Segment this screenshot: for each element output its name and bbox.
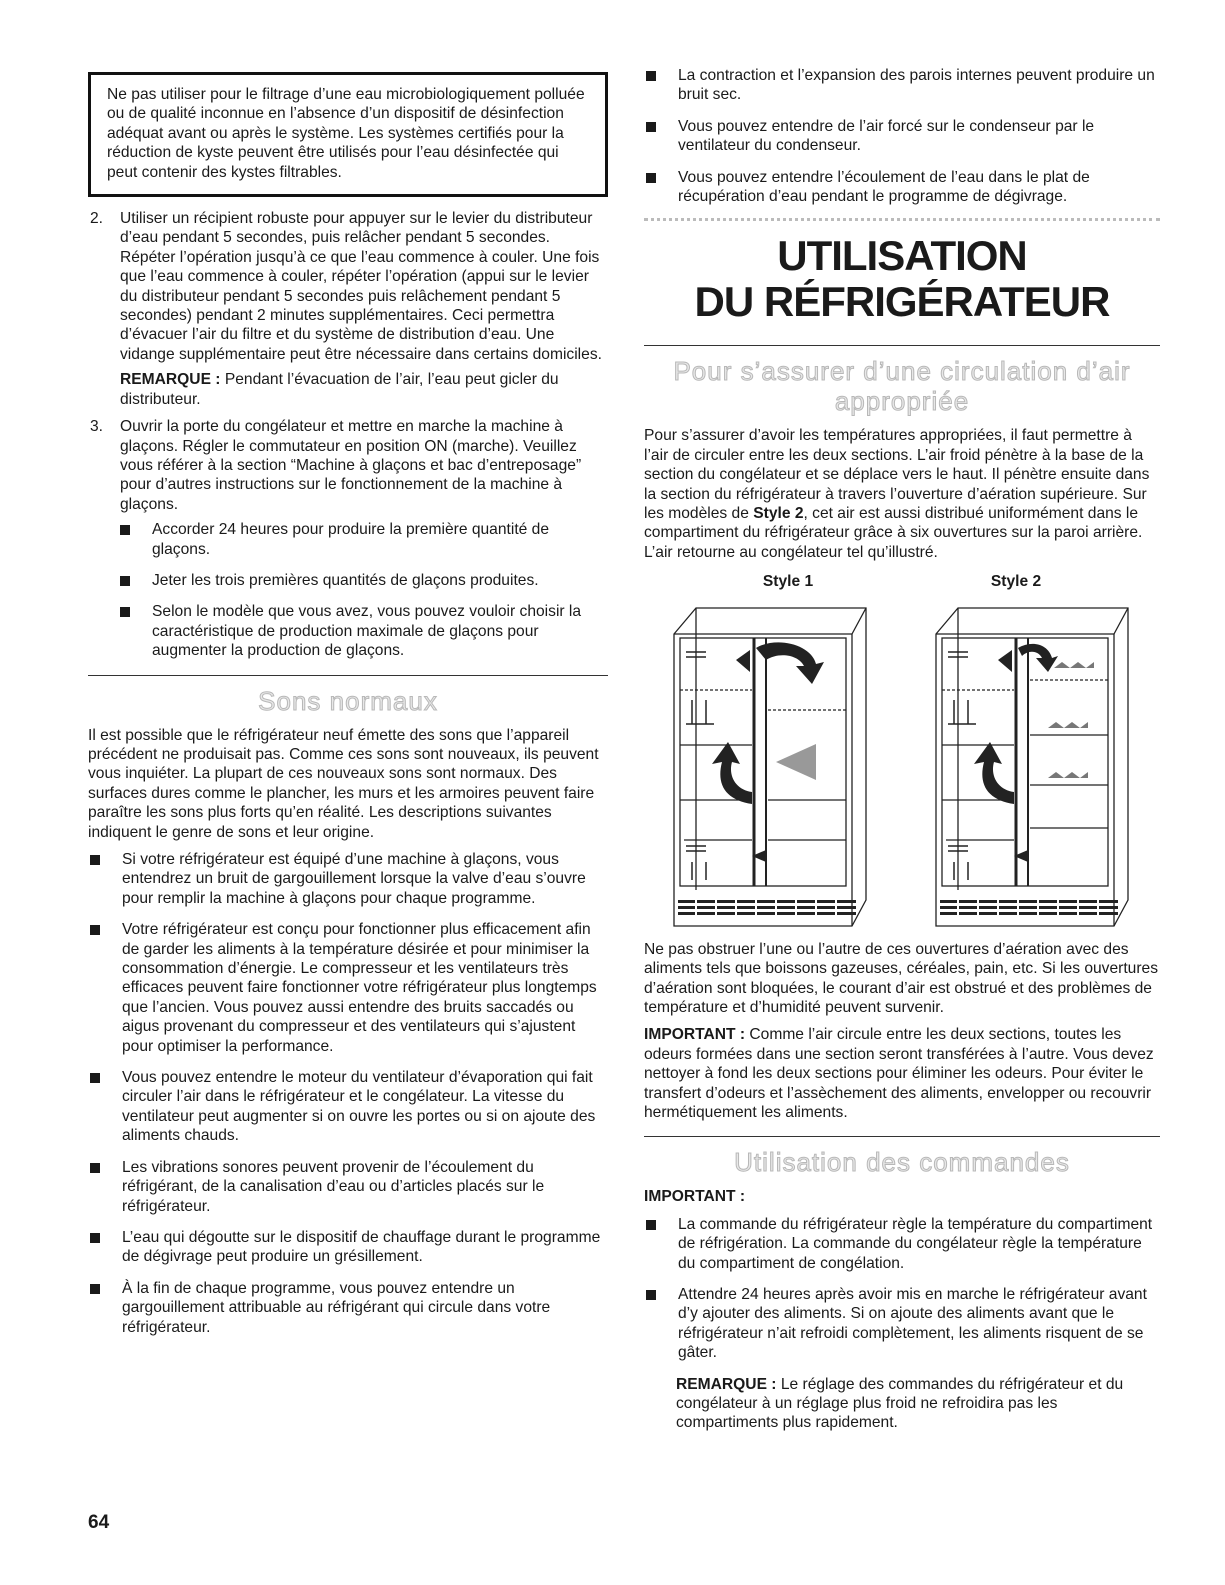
ice-bullets [88,520,608,660]
list-item-text: Jeter les trois premières quantités de glaçons produites. [152,571,539,589]
list-item-text: L’eau qui dégoutte sur le dispositif de chauffage durant le programme de dégivrage peut produire un grésillement. [122,1228,601,1266]
bullet-marker [90,855,100,865]
list-item [118,520,608,559]
list-item-text: Vous pouvez entendre le moteur du ventilateur d’évaporation qui fait circuler l’air dans le réfrigérateur et le congélateur. La vitesse du ventilateur peut augmenter si on ouvre les portes ou si on ajoute des aliments chauds. [122,1069,596,1145]
remark-label: REMARQUE : [120,371,221,389]
list-item-text: Accorder 24 heures pour produire la première quantité de glaçons. [152,521,550,558]
airflow-figures [644,600,1160,928]
bullet-marker [90,1233,100,1243]
section-title-sounds: Sons normaux [258,685,438,716]
list-item [118,602,608,660]
style2-label: Style 2 [990,573,1042,591]
controls-remark-text: Le réglage des commandes du réfrigérateur et du congélateur à un réglage plus froid ne refroidira pas les compartiments plus rapidement. [676,1375,1124,1432]
bullet-marker [90,1073,100,1083]
step-3 [88,417,608,514]
list-item [88,1158,608,1216]
controls-important [644,1187,1160,1206]
list-item [88,1068,608,1146]
style2-airflow-diagram [928,600,1138,928]
controls-remark-label: REMARQUE : [676,1375,777,1393]
bullet-marker [646,122,656,132]
list-item-text: Vous pouvez entendre de l’air forcé sur le condenseur par le ventilateur du condenseur. [678,117,1095,155]
important-text: Comme l’air circule entre les deux sections, toutes les odeurs formées dans une section seront transférées à l’autre. Vous devez nettoyer à fond les deux sections pour éliminer les odeurs. Pour éviter le transfert d’odeurs et l’assèchement des aliments, envelopper ou recouvrir hermétiquement les aliments. [644,1026,1154,1121]
bullet-marker [90,925,100,935]
remark-paragraph [120,370,608,409]
dotted-divider [644,218,1160,221]
list-item [644,1215,1160,1273]
air-paragraph [644,426,1160,562]
list-item [118,571,608,590]
section-title-controls: Utilisation des commandes [734,1147,1070,1178]
list-item-text: Si votre réfrigérateur est équipé d’une machine à glaçons, vous entendrez un bruit de gargouillement lorsque la valve d’eau s’ouvre pour remplir la machine à glaçons pour chaque programme. [122,851,586,907]
important-paragraph [644,1025,1160,1122]
list-item-text: À la fin de chaque programme, vous pouvez entendre un gargouillement attribuable au réfrigérant qui circule dans votre réfrigérateur. [122,1279,551,1336]
list-item-text: Attendre 24 heures après avoir mis en marche le réfrigérateur avant d’y ajouter des aliments. Si on ajoute des aliments avant que le réfrigérateur n’ait refroidi complètement, les aliments risquent de se gâter. [678,1285,1147,1362]
bullet-marker [646,1290,656,1300]
list-item [644,117,1160,156]
list-item [644,66,1160,105]
list-item [88,920,608,1056]
controls-important-label: IMPORTANT : [644,1188,746,1206]
step-number: 3. [90,418,104,436]
list-item-text: Votre réfrigérateur est conçu pour fonctionner plus efficacement afin de garder les aliments à la température désirée et pour minimiser la consommation d’énergie. Le compresseur et les ventilateurs très efficaces peuvent faire fonctionner votre réfrigérateur plus longtemps que l’ancien. Vous pouvez aussi entendre des bruits saccadés ou aigus provenant du compresseur et des ventilateurs qui s’ajustent pour optimiser la performance. [122,921,597,1055]
list-item-text: Vous pouvez entendre l’écoulement de l’eau dans le plat de récupération d’eau pendant le programme de dégivrage. [678,168,1090,206]
bullet-marker [120,525,130,535]
page-number: 64 [88,1512,110,1533]
section-divider [88,675,608,676]
air-text-a: Pour s’assurer d’avoir les températures appropriées, il faut permettre à l’air de circuler entre les deux sections. L’air froid pénètre à la base de la section du congélateur et se déplace vers le haut. Il pénètre ensuite dans la section du réfrigérateur à travers l’ouverture d’aération supérieure. Sur les modèles de [644,427,1150,523]
section-divider [644,1136,1160,1137]
style1-airflow-diagram [666,600,876,928]
warning-box [88,72,608,197]
chapter-title-line1: UTILISATION [777,232,1027,280]
sounds-intro: Il est possible que le réfrigérateur neuf émette des sons que l’appareil précédent ne produisait pas. Comme ces sons sont nouveaux, ils peuvent vous inquiéter. La plupart de ces nouveaux sons sont normaux. Des surfaces dures comme le plancher, les murs et les armoires peuvent faire paraître les sons plus forts qu’en réalité. Les descriptions suivantes indiquent le genre de sons et leur origine. [88,726,599,841]
step-text: Ouvrir la porte du congélateur et mettre en marche la machine à glaçons. Régler le commutateur en position ON (marche). Veuillez vous référer à la section “Machine à glaçons et bac d’entreposage” pour d’autres instructions sur le fonctionnement de la machine à glaçons. [120,418,582,513]
bullet-marker [646,71,656,81]
remark-text: Pendant l’évacuation de l’air, l’eau peut gicler du distributeur. [120,371,559,408]
bullet-marker [646,1220,656,1230]
list-item [88,850,608,908]
bullet-marker [90,1284,100,1294]
controls-remark [676,1375,1160,1433]
controls-bullets [644,1215,1160,1363]
warning-text: Ne pas utiliser pour le filtrage d’une eau microbiologiquement polluée ou de qualité inconnue en l’absence d’un dispositif de désinfection adéquat avant ou après le système. Les systèmes certifiés pour la réduction de kyste peuvent être utilisés pour l’eau désinfectée qui peut contenir des kystes filtrables. [107,86,585,181]
important-label: IMPORTANT : [644,1026,746,1044]
sounds-bullets [88,850,608,1337]
section-divider [644,345,1160,346]
list-item [88,1279,608,1337]
bullet-marker [90,1163,100,1173]
step-2 [88,209,608,364]
list-item-text: Les vibrations sonores peuvent provenir de l’écoulement du réfrigérant, de la canalisation d’eau ou d’articles placés sur le réfrigérateur. [122,1158,545,1215]
vents-paragraph: Ne pas obstruer l’une ou l’autre de ces ouvertures d’aération avec des aliments tels que boissons gazeuses, céréales, pain, etc. Si les ouvertures d’aération sont bloquées, le courant d’air est obstrué et des problèmes de température et d’humidité peuvent survenir. [644,940,1158,1016]
noise-bullets [644,66,1160,206]
air-text-bold: Style 2 [753,505,804,523]
list-item-text: Selon le modèle que vous avez, vous pouvez vouloir choisir la caractéristique de production maximale de glaçons pour augmenter la production de glaçons. [152,603,582,660]
list-item [644,1285,1160,1363]
step-number: 2. [90,210,104,228]
right-column [644,66,1160,1441]
left-column [88,66,608,1349]
bullet-marker [120,607,130,617]
chapter-title-line2: DU RÉFRIGÉRATEUR [694,278,1110,326]
style-labels [644,572,1160,591]
step-text: Utiliser un récipient robuste pour appuyer sur le levier du distributeur d’eau pendant 5 secondes, puis relâcher pendant 5 secondes. Répéter l’opération jusqu’à ce que l’eau commence à couler. Une fois que l’eau commence à couler, répéter l’opération (appui sur le levier du distributeur pendant 5 secondes puis relâchement pendant 5 secondes) pendant 2 minutes supplémentaires. Ceci permettra d’évacuer l’air du filtre et du système de distribution d’eau. Une vidange supplémentaire peut être nécessaire dans certains domiciles. [120,210,602,363]
air-text-b: , cet air est aussi distribué uniformément dans le compartiment du réfrigérateur grâce à six ouvertures sur la paroi arrière. L’air retourne au congélateur tel qu’illustré. [644,505,1143,561]
bullet-marker [646,173,656,183]
section-title-air: Pour s’assurer d’une circulation d’air appropriée [673,356,1131,417]
list-item [644,168,1160,207]
list-item [88,1228,608,1267]
style1-label: Style 1 [762,573,814,591]
list-item-text: La commande du réfrigérateur règle la température du compartiment de réfrigération. La commande du congélateur règle la température du compartiment de congélation. [678,1215,1153,1272]
chapter-title [644,233,1160,325]
list-item-text: La contraction et l’expansion des parois internes peuvent produire un bruit sec. [678,67,1155,104]
bullet-marker [120,576,130,586]
